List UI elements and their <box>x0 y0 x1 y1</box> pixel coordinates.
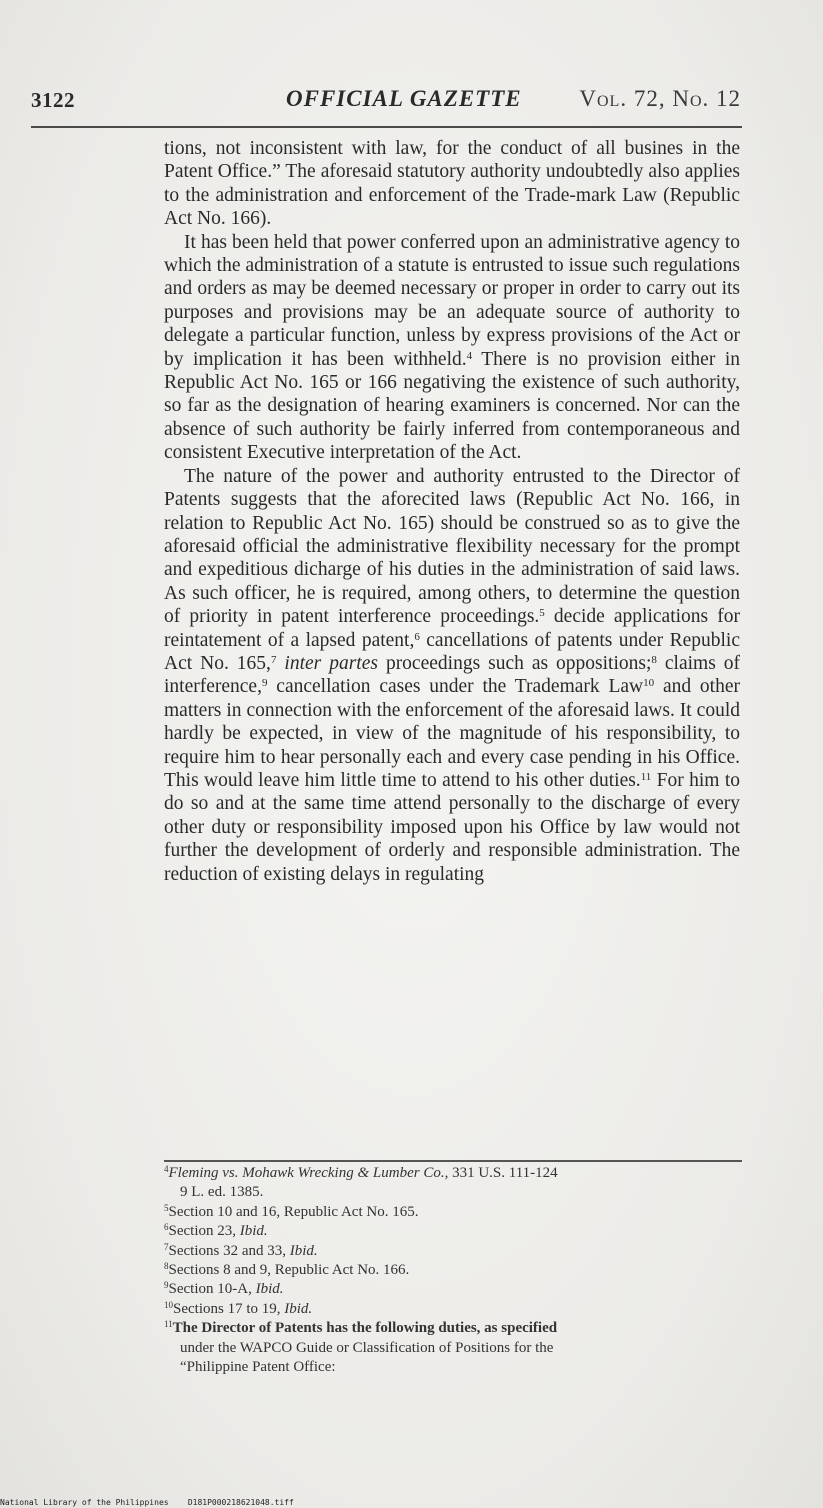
footnote-ref-10[interactable]: 10 <box>643 677 655 690</box>
footnote-11-cont-2: “Philippine Patent Office: <box>180 1359 336 1376</box>
footnote-ref-4[interactable]: 4 <box>466 349 473 362</box>
footnote-ref-9[interactable]: 9 <box>261 677 268 690</box>
footnote-10: $^{10}$Sections 17 to 19, Ibid. <box>164 1299 313 1317</box>
footnote-4: $^4$Fleming vs. Mohawk Wrecking & Lumber Co., 331 U.S. 111-124 <box>164 1164 558 1181</box>
page-header <box>31 86 741 120</box>
footnote-6: $^6$Section 23, Ibid. <box>164 1222 268 1240</box>
italic-phrase: inter partes <box>284 652 378 674</box>
footnote-ref-8[interactable]: 8 <box>651 653 657 666</box>
footnote-5: $^5$Section 10 and 16, Republic Act No. 165. <box>164 1202 419 1220</box>
paragraph-3: The nature of the power and authority entrusted to the Director of Patents suggests that the aforecited laws (Republic Act No. 166, in relation to Republic Act No. 165) should be construed so as to give the aforesaid official the administrative flexibility necessary for the prompt and expeditious dicharge of his duties in the administration of said laws. As such officer, he is required, among others, to determine the question of priority in patent interference proceedings.$^5$ decide applications for reintatement of a lapsed patent,$^6$ cancellations of patents under Republic Act No. 165,$^7$ inter partes proceedings such as oppositions;$^8$ claims of interference,$^9$ cancellation cases under the Trademark Law$^{10}$ and other matters in connection with the enforcement of the aforesaid laws. It could hardly be expected, in view of the magnitude of his responsibility, to require him to hear personally each and every case pending in his Office. This would leave him little time to attend to his other duties.$^{11}$ For him to do so and at the same time attend personally to the discharge of every other duty or responsibility imposed upon his Office by law would not further the development of orderly and responsible administration. The reduction of existing delays in regulating <box>164 465 741 885</box>
paragraph-2: It has been held that power conferred upon an administrative agency to which the administration of a statute is entrusted to issue such regulations and orders as may be deemed necessary or proper in order to carry out its purposes and provisions may be an adequate source of authority to delegate a particular function, unless by express provisions of the Act or by implication it has been withheld.$^4$ There is no provision either in Republic Act No. 165 or 166 negativing the existence of such authority, so far as the designation of hearing examiners is concerned. Nor can the absence of such authority be fairly inferred from contemporaneous and consistent Executive interpretation of the Act. <box>164 231 740 464</box>
footnote-ref-5[interactable]: 5 <box>539 607 545 620</box>
footnote-rule <box>164 1160 742 1162</box>
paragraph-1: tions, not inconsistent with law, for the conduct of all busines in the Patent Office.” The aforesaid statutory authority undoubtedly also applies to the administration and enforcement of the Trade-mark Law (Republic Act No. 166). <box>164 138 740 230</box>
footnote-4-cont: 9 L. ed. 1385. <box>180 1184 264 1201</box>
footnote-ref-7[interactable]: 7 <box>270 653 277 666</box>
footnote-ref-11[interactable]: 11 <box>640 770 652 783</box>
volume-issue: Vol. 72, No. 12 <box>579 86 741 111</box>
header-rule <box>31 126 742 128</box>
footnote-7: $^7$Sections 32 and 33, Ibid. <box>164 1241 318 1259</box>
footnote-8: $^8$Sections 8 and 9, Republic Act No. 166. <box>164 1261 410 1279</box>
footnote-11: $^{11}$The Director of Patents has the following duties, as specified <box>164 1319 558 1337</box>
footnote-9: $^9$Section 10-A, Ibid. <box>164 1280 284 1298</box>
publication-title: OFFICIAL GAZETTE <box>286 86 522 111</box>
footnote-11-cont-1: under the WAPCO Guide or Classification of Positions for the <box>180 1339 554 1356</box>
scan-stamp: National Library of the Philippines D181P000218621048.tiff <box>0 1498 294 1507</box>
main-text <box>164 137 740 886</box>
page-number: 3122 <box>31 88 75 112</box>
footnotes <box>164 1164 744 1377</box>
footnote-ref-6[interactable]: 6 <box>414 630 420 643</box>
